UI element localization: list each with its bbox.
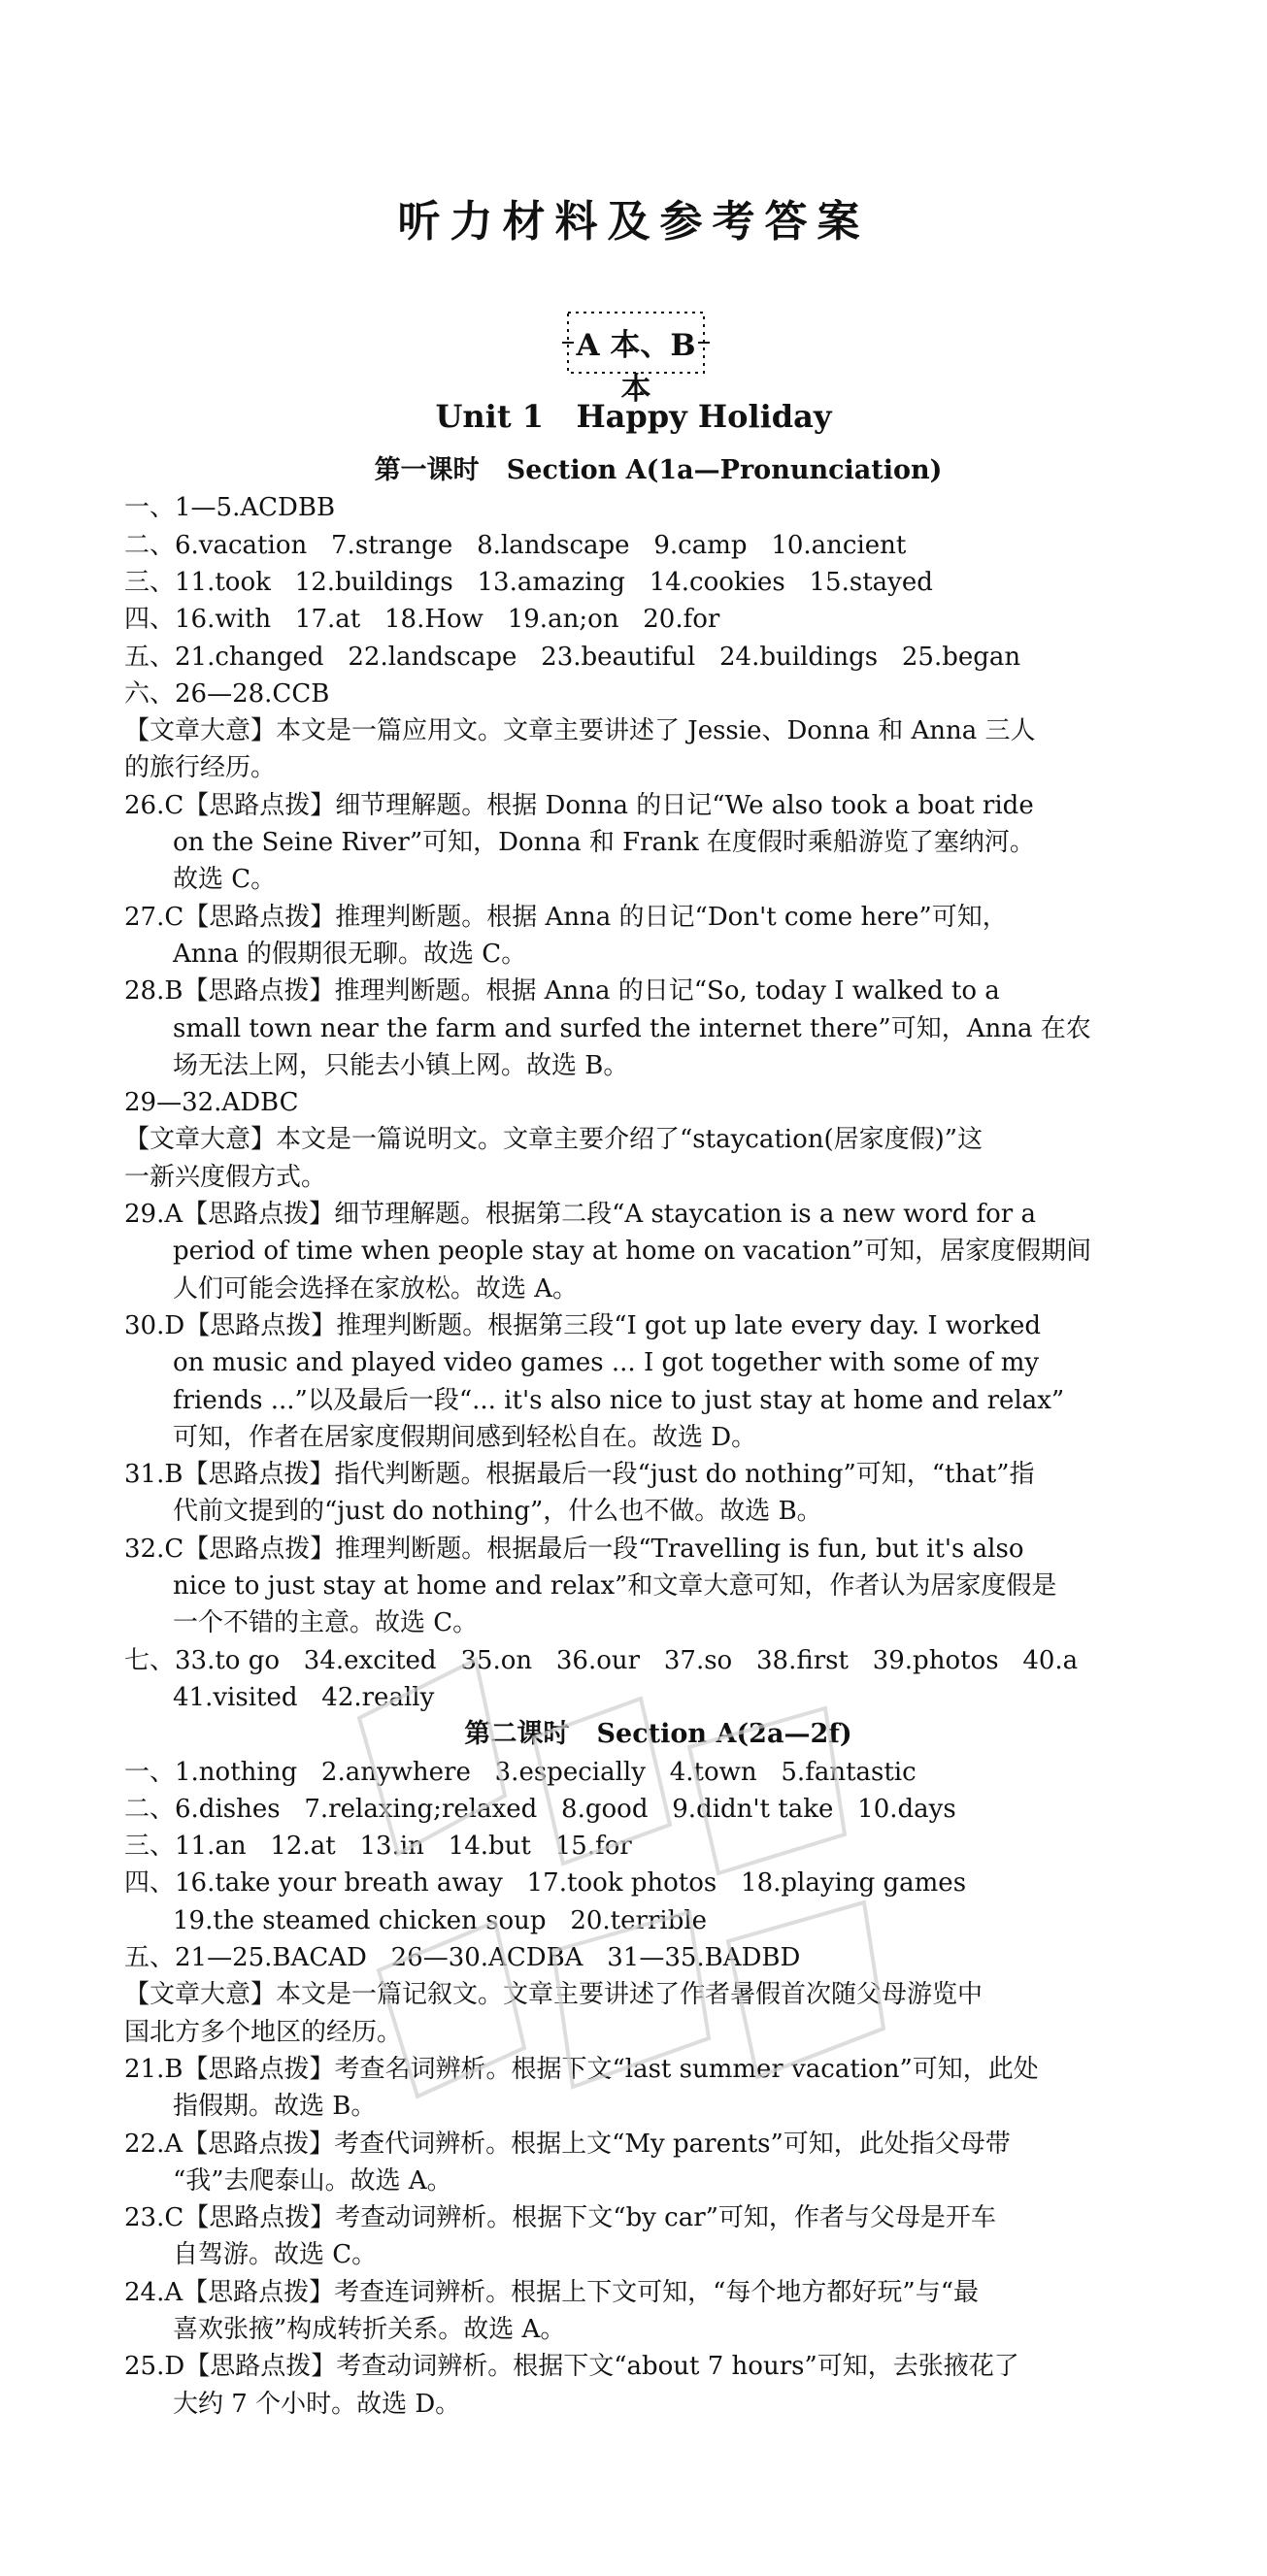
answer-line: 一、1—5.ACDBB — [124, 493, 336, 523]
answer-line: on the Seine River”可知，Donna 和 Frank 在度假时乘船游览了塞纳河。 — [173, 828, 1035, 857]
page-title: 听力材料及参考答案 — [397, 197, 870, 247]
answer-line: 29.A【思路点拨】细节理解题。根据第二段“A staycation is a new word for a — [124, 1200, 1036, 1229]
book-box — [558, 309, 714, 407]
answer-line: 可知，作者在居家度假期间感到轻松自在。故选 D。 — [173, 1422, 757, 1452]
answer-line: 29—32.ADBC — [124, 1088, 299, 1118]
answer-line: 故选 C。 — [173, 865, 277, 895]
answer-line: nice to just stay at home and relax”和文章大意可知，作者认为居家度假是 — [173, 1571, 1057, 1601]
answer-line: 三、11.an 12.at 13.in 14.but 15.for — [124, 1832, 632, 1862]
answer-line: 24.A【思路点拨】考查连词辨析。根据上下文可知，“每个地方都好玩”与“最 — [124, 2277, 980, 2307]
answer-line: 27.C【思路点拨】推理判断题。根据 Anna 的日记“Don't come here”可知， — [124, 902, 1008, 932]
section-heading: 第一课时 Section A(1a—Pronunciation) — [374, 455, 943, 485]
answer-line: 的旅行经历。 — [124, 753, 277, 783]
answer-line: 31.B【思路点拨】指代判断题。根据最后一段“just do nothing”可知，“that”指 — [124, 1460, 1035, 1490]
answer-line: 二、6.dishes 7.relaxing;relaxed 8.good 9.didn't take 10.days — [124, 1794, 956, 1824]
answer-line: 五、21—25.BACAD 26—30.ACDBA 31—35.BADBD — [124, 1943, 801, 1972]
answer-line: on music and played video games ... I got together with some of my — [173, 1348, 1040, 1378]
answer-line: 六、26—28.CCB — [124, 678, 330, 709]
section-heading: 第二课时 Section A(2a—2f) — [464, 1719, 852, 1750]
answer-line: 22.A【思路点拨】考查代词辨析。根据上文“My parents”可知，此处指父母带 — [124, 2129, 1011, 2159]
answer-line: 一个不错的主意。故选 C。 — [173, 1608, 479, 1638]
answer-line: 【文章大意】本文是一篇应用文。文章主要讲述了 Jessie、Donna 和 Anna 三人 — [124, 716, 1036, 746]
answer-line: 26.C【思路点拨】细节理解题。根据 Donna 的日记“We also took a boat ride — [124, 790, 1034, 820]
answer-line: period of time when people stay at home on vacation”可知，居家度假期间 — [173, 1237, 1092, 1267]
answer-line: 四、16.take your breath away 17.took photos 18.playing games — [124, 1868, 967, 1899]
answer-line: 人们可能会选择在家放松。故选 A。 — [173, 1273, 579, 1304]
answer-line: 国北方多个地区的经历。 — [124, 2017, 403, 2047]
answer-line: 41.visited 42.really — [173, 1682, 435, 1712]
answer-line: 一新兴度假方式。 — [124, 1162, 327, 1192]
answer-line: 28.B【思路点拨】推理判断题。根据 Anna 的日记“So, today I walked to a — [124, 976, 1000, 1007]
answer-line: 19.the steamed chicken soup 20.terrible — [173, 1905, 708, 1935]
answer-line: small town near the farm and surfed the internet there”可知，Anna 在农 — [173, 1013, 1091, 1043]
answer-line: 32.C【思路点拨】推理判断题。根据最后一段“Travelling is fun, but it's also — [124, 1534, 1024, 1564]
answer-line: 一、1.nothing 2.anywhere 3.especially 4.town 5.fantastic — [124, 1757, 917, 1787]
unit-title: Unit 1 Happy Holiday — [435, 398, 832, 435]
answer-line: 三、11.took 12.buildings 13.amazing 14.cookies 15.stayed — [124, 567, 933, 597]
answer-line: “我”去爬泰山。故选 A。 — [173, 2165, 452, 2196]
answer-line: 二、6.vacation 7.strange 8.landscape 9.camp 10.ancient — [124, 530, 907, 560]
answer-line: 【文章大意】本文是一篇说明文。文章主要介绍了“staycation(居家度假)”这 — [124, 1125, 984, 1155]
answer-line: 30.D【思路点拨】推理判断题。根据第三段“I got up late every day. I worked — [124, 1310, 1042, 1340]
answer-line: 自驾游。故选 C。 — [173, 2240, 378, 2270]
answer-line: 【文章大意】本文是一篇记叙文。文章主要讲述了作者暑假首次随父母游览中 — [124, 1980, 984, 2010]
book-box-label: A 本、B 本 — [576, 328, 696, 407]
answer-line: 喜欢张掖”构成转折关系。故选 A。 — [173, 2315, 566, 2344]
answer-line: 四、16.with 17.at 18.How 19.an;on 20.for — [124, 605, 720, 635]
answer-line: friends ...”以及最后一段“... it's also nice to just stay at home and relax” — [173, 1385, 1065, 1415]
answer-line: 25.D【思路点拨】考查动词辨析。根据下文“about 7 hours”可知，去张掖花了 — [124, 2352, 1019, 2382]
answer-line: 场无法上网，只能去小镇上网。故选 B。 — [173, 1050, 629, 1080]
answer-line: Anna 的假期很无聊。故选 C。 — [173, 939, 527, 969]
answer-line: 大约 7 个小时。故选 D。 — [173, 2389, 461, 2419]
answer-line: 指假期。故选 B。 — [173, 2092, 377, 2122]
answer-line: 23.C【思路点拨】考查动词辨析。根据下文“by car”可知，作者与父母是开车 — [124, 2203, 996, 2233]
answer-line: 五、21.changed 22.landscape 23.beautiful 24.buildings 25.began — [124, 642, 1021, 672]
answer-line: 七、33.to go 34.excited 35.on 36.our 37.so 38.first 39.photos 40.a — [124, 1645, 1079, 1675]
answer-line: 代前文提到的“just do nothing”，什么也不做。故选 B。 — [173, 1497, 822, 1527]
answer-line: 21.B【思路点拨】考查名词辨析。根据下文“last summer vacation”可知，此处 — [124, 2054, 1039, 2084]
